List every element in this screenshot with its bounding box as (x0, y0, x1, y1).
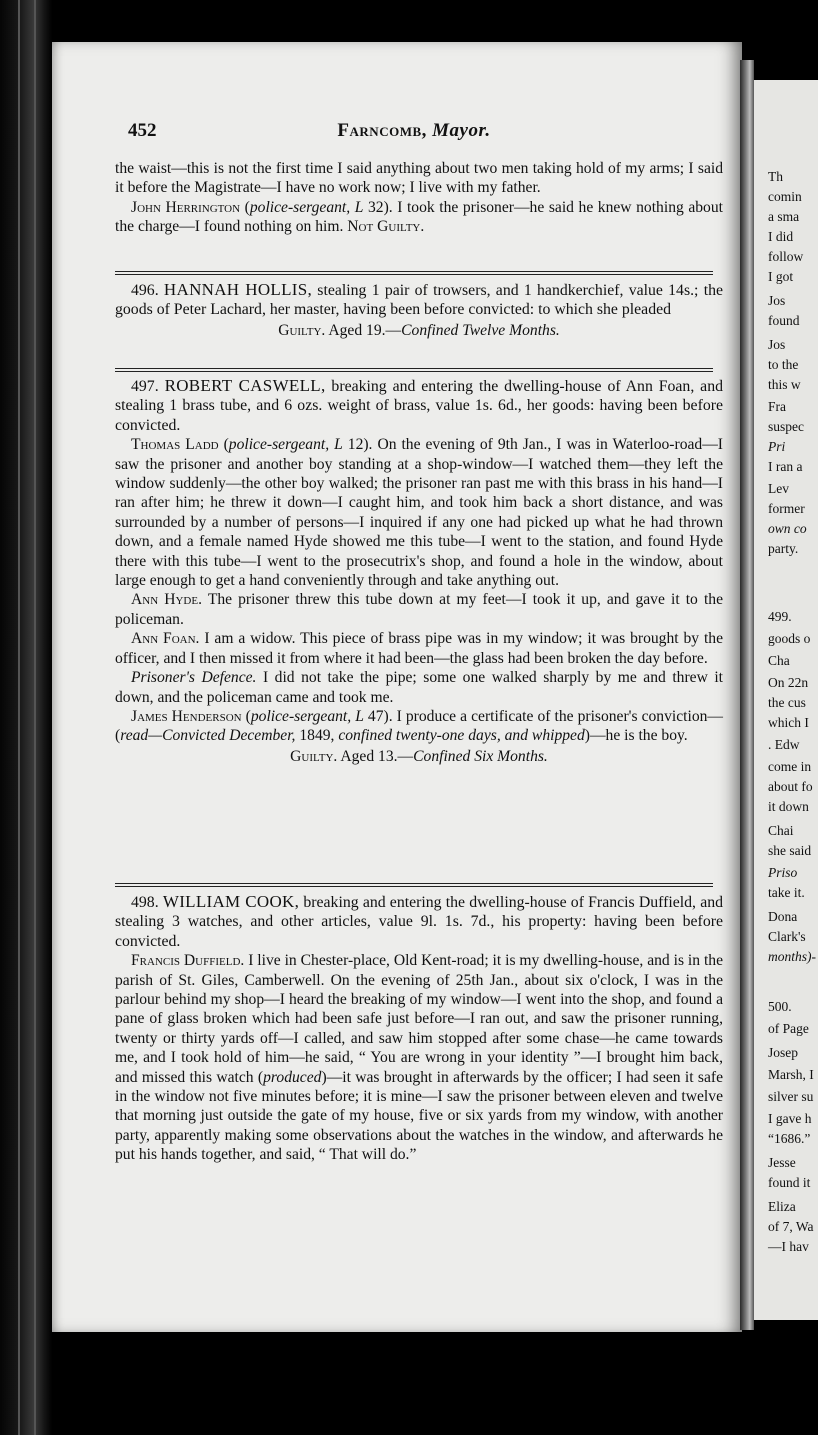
adjacent-line: Clark's (768, 929, 806, 944)
case-divider (115, 883, 713, 884)
verdict: Guilty. (290, 747, 338, 765)
adjacent-line: own co (768, 521, 807, 536)
adjacent-line: found (768, 313, 800, 328)
witness-role-number: 32). (367, 198, 393, 216)
witness-text-end: )—he is the boy. (584, 727, 688, 745)
case-divider (115, 368, 713, 369)
witness-text: On the evening of 9th Jan., I was in Waterloo-road—I saw the prisoner and another boy standing at a shop-window—I watched them—they left the window suddenly—the other boy walked; the prisoner ran past me with this brass in his hand—I ran after him; he threw it down—I caught him, and took him back a short distance, and was surrounded by a number of persons—I inquired if any one had picked up what he had thrown down, and a female named Hyde showed me this tube—I went to the station, and found Hyde there with this tube—I went to the prosecutrix's shop, and found a hole in the window, about large enough to get a hand conveniently through and take anything out. (115, 436, 723, 590)
witness-paragraph: Thomas Ladd (police-sergeant, L 12). On the evening of 9th Jan., I was in Waterloo-road—I saw the prisoner and another boy standing at a shop-window—I watched them—they left the window suddenly—the other boy walked; the prisoner ran past me with this brass in his hand—I ran after him; he threw it down—I caught him, and took him back a short distance, and was surrounded by a number of persons—I inquired if any one had picked up what he had thrown down, and a female named Hyde showed me this tube—I went to the station, and found Hyde there with this tube—I went to the prosecutrix's shop, and found a hole in the window, about large enough to get a hand conveniently through and take anything out. (115, 436, 723, 590)
produced: produced (263, 1068, 322, 1086)
running-header (104, 120, 724, 146)
adjacent-line: I ran a (768, 459, 803, 474)
adjacent-line: Lev (768, 481, 789, 496)
adjacent-line: Josep (768, 1045, 798, 1060)
verdict: Guilty. (278, 321, 326, 339)
witness-role: police-sergeant, L (249, 198, 364, 216)
case-496 (115, 280, 723, 340)
adjacent-line: Cha (768, 653, 790, 668)
continuation-text: the waist—this is not the first time I said anything about two men taking hold of my arms; I said it before the Magistrate—I have no work now; I live with my father. (115, 160, 723, 197)
witness-text-end: )—it was brought in afterwards by the officer; I had seen it safe in the window not five minutes before; it is mine—I saw the prisoner between eleven and twelve that morning just outside the gate of my house, five or six yards from my window, with another party, apparently making some observations about the watches in the window, and afterwards he put his hands together, and said, “ That will do.” (115, 1068, 723, 1164)
adjacent-line: she said (768, 843, 812, 858)
spine-line (34, 0, 36, 1435)
witness-role: police-sergeant, L (228, 436, 343, 454)
continuation-block (115, 159, 723, 237)
witness-role: police-sergeant, L (250, 707, 364, 725)
witness-text: I live in Chester-place, Old Kent-road; it is my dwelling-house, and is in the parish of St. Giles, Camberwell. On the evening of 25th Jan., about six o'clock, I was in the parlour behind my shop—I heard the breaking of my window—I went into the shop, and found a pane of glass broken which had been safe just before—I ran out, and saw the prisoner running, twenty or thirty yards off—I called, and saw him stopped after some chase—he came towards me, and I took hold of him—he said, “ You are wrong in your identity ”—I brought him back, and missed this watch ( (115, 952, 723, 1086)
case-divider (115, 371, 713, 372)
witness-name: Thomas Ladd (131, 436, 219, 454)
adjacent-line: to the (768, 357, 799, 372)
adjacent-line: Pri (768, 439, 786, 454)
conviction-year: 1849, (299, 727, 335, 745)
case-number: 497. (131, 378, 159, 395)
adjacent-line: suspec (768, 419, 804, 434)
adjacent-line: Marsh, I (768, 1067, 814, 1082)
charge-text: breaking and entering the dwelling-house of Francis Duffield, and stealing 3 watches, and other articles, value 9l. 1s. 7d., his property: having been before convicted. (115, 894, 723, 950)
defence-label: Prisoner's Defence. (131, 669, 257, 687)
case-498 (115, 892, 723, 1165)
case-divider (115, 274, 713, 275)
adjacent-line: I did (768, 229, 794, 244)
defendant-name: ROBERT CASWELL, (164, 376, 326, 395)
charge-text: breaking and entering the dwelling-house of Ann Foan, and stealing 1 brass tube, and 6 ozs. weight of brass, value 1s. 6d., her goods: having been before convicted. (115, 378, 723, 434)
witness-name: Ann Foan. (131, 630, 200, 648)
adjacent-line: . Edw (768, 737, 800, 752)
adjacent-line: Jos (768, 293, 786, 308)
conviction-sentence: confined twenty-one days, and whipped (338, 727, 585, 745)
adjacent-line: Eliza (768, 1199, 796, 1214)
witness-name: Ann Hyde. (131, 591, 202, 609)
charge-text: stealing 1 pair of trowsers, and 1 handkerchief, value 14s.; the goods of Peter Lachard, her master, having been before convicted: to which she pleaded (115, 282, 723, 319)
adjacent-line: this w (768, 377, 801, 392)
case-heading (115, 280, 723, 320)
book-spine (0, 0, 52, 1435)
adjacent-line: found it (768, 1175, 811, 1190)
adjacent-line: come in (768, 759, 812, 774)
running-head-name: Farncomb, (337, 120, 427, 141)
conviction-read: read—Convicted December, (120, 727, 296, 745)
adjacent-line: party. (768, 541, 799, 556)
adjacent-line: a sma (768, 209, 800, 224)
adjacent-line: Priso (768, 865, 798, 880)
witness-paragraph: John Herrington (police-sergeant, L 32). I took the prisoner—he said he knew nothing about the charge—I found nothing on him. Not Guilty. (115, 198, 723, 236)
sentence: Confined Six Months. (413, 747, 548, 765)
adjacent-line: former (768, 501, 805, 516)
adjacent-line: of 7, Wa (768, 1219, 814, 1234)
page-number: 452 (128, 120, 157, 141)
defendant-name: WILLIAM COOK, (162, 892, 300, 911)
adjacent-line: it down (768, 799, 809, 814)
case-heading (115, 892, 723, 951)
witness-paragraph (115, 951, 723, 1164)
witness-paragraph: James Henderson (police-sergeant, L 47). I produce a certificate of the prisoner's conviction—(read—Convicted December, 1849, confined twenty-one days, and whipped)—he is the boy. (115, 707, 724, 745)
witness-role-number: 47). (367, 707, 393, 725)
adjacent-line: of Page (768, 1021, 809, 1036)
witness-name: James Henderson (131, 707, 242, 725)
adjacent-line: —I hav (768, 1239, 809, 1254)
adjacent-line: Jos (768, 337, 786, 352)
case-number: 496. (131, 282, 159, 299)
adjacent-line: Dona (768, 909, 798, 924)
adjacent-line: Jesse (768, 1155, 796, 1170)
defence-text: I did not take the pipe; some one walked sharply by me and threw it down, and the policeman came and took me. (115, 669, 723, 706)
adjacent-line: the cus (768, 695, 806, 710)
adjacent-line: On 22n (768, 675, 809, 690)
case-heading (115, 376, 723, 435)
adjacent-line: goods o (768, 631, 811, 646)
defendant-name: HANNAH HOLLIS, (163, 280, 313, 299)
case-divider (115, 886, 713, 887)
adjacent-page (754, 80, 818, 1320)
sentence: Confined Twelve Months. (401, 321, 560, 339)
age: Aged 13.— (340, 747, 414, 765)
witness-role-number: 12). (347, 436, 373, 454)
adjacent-line: comin (768, 189, 802, 204)
verdict-line (115, 321, 723, 340)
adjacent-line: Fra (768, 399, 786, 414)
adjacent-line: Chai (768, 823, 794, 838)
page-fold-edge (740, 60, 754, 1330)
witness-text: I took the prisoner—he said he knew nothing about the charge—I found nothing on him. (115, 198, 723, 236)
witness-name: John Herrington (131, 198, 241, 216)
adjacent-line: 500. (768, 999, 792, 1014)
defence-paragraph (115, 668, 723, 707)
adjacent-line: 499. (768, 609, 792, 624)
verdict-line (115, 747, 723, 766)
witness-paragraph (115, 629, 723, 668)
adjacent-line: silver su (768, 1089, 814, 1104)
case-number: 498. (131, 894, 159, 911)
spine-line (18, 0, 20, 1435)
adjacent-line: take it. (768, 885, 805, 900)
verdict: Not Guilty. (347, 218, 425, 236)
adjacent-line: I gave h (768, 1111, 812, 1126)
witness-text: The prisoner threw this tube down at my feet—I took it up, and gave it to the policeman. (115, 591, 723, 628)
witness-text: I produce a certificate of the prisoner's conviction—( (115, 707, 724, 745)
running-head-title: Mayor. (432, 120, 491, 141)
case-divider (115, 271, 713, 272)
witness-paragraph (115, 590, 723, 629)
adjacent-line: follow (768, 249, 804, 264)
case-497 (115, 376, 723, 766)
adjacent-line: “1686.” (768, 1131, 811, 1146)
adjacent-line: Th (768, 169, 783, 184)
adjacent-line: I got (768, 269, 794, 284)
adjacent-line: about fo (768, 779, 813, 794)
adjacent-line: months)- (768, 949, 816, 964)
witness-text: I am a widow. This piece of brass pipe was in my window; it was brought by the officer, and I then missed it from where it had been—the glass had been broken the day before. (115, 630, 723, 667)
running-head (104, 120, 724, 142)
adjacent-line: which I (768, 715, 809, 730)
witness-name: Francis Duffield. (131, 952, 245, 970)
age: Aged 19.— (328, 321, 402, 339)
